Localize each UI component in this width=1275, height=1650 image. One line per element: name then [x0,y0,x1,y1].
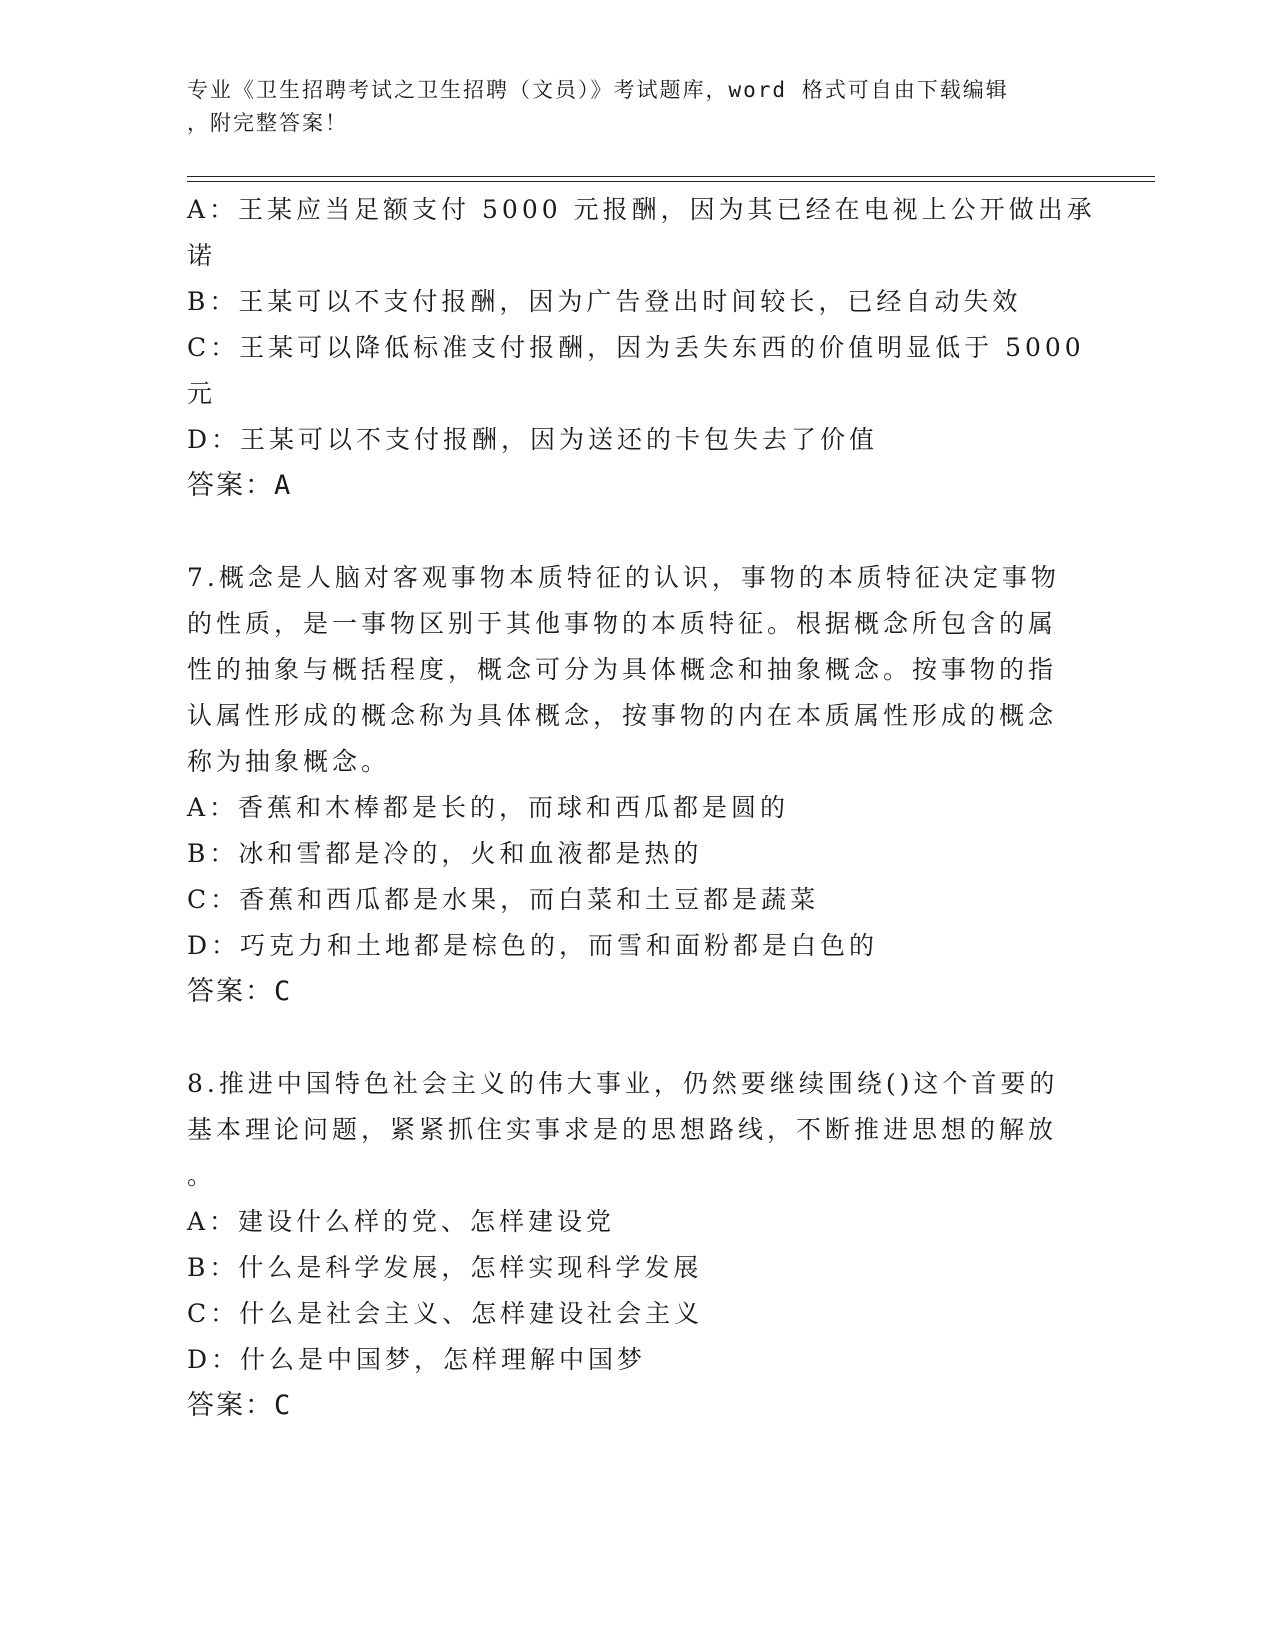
question-8 [187,1061,1067,1429]
q7-stem-line: 称为抽象概念。 [187,747,391,776]
header-line-2: ，附完整答案！ [187,111,348,135]
q7-stem-line: 性的抽象与概括程度，概念可分为具体概念和抽象概念。按事物的指 [187,655,1058,684]
q6-option-d: D：王某可以不支付报酬，因为送还的卡包失去了价值 [187,425,879,454]
spacer [187,509,1067,555]
q7-stem-line: 7.概念是人脑对客观事物本质特征的认识，事物的本质特征决定事物 [187,563,1060,592]
q6-option-c-cont: 元 [187,379,217,408]
header-line-1: 专业《卫生招聘考试之卫生招聘（文员）》考试题库，word 格式可自由下载编辑 [187,78,1009,102]
question-content [187,187,1096,1429]
q7-option-c: C：香蕉和西瓜都是水果，而白菜和土豆都是蔬菜 [187,885,820,914]
q6-option-a-cont: 诺 [187,241,217,270]
q8-answer: 答案：C [187,1390,293,1421]
q7-option-d: D：巧克力和土地都是棕色的，而雪和面粉都是白色的 [187,931,879,960]
q6-option-c: C：王某可以降低标准支付报酬，因为丢失东西的价值明显低于 5000 [187,333,1085,362]
question-7 [187,555,1067,1015]
q7-option-b: B：冰和雪都是冷的，火和血液都是热的 [187,839,703,868]
q7-stem-line: 认属性形成的概念称为具体概念，按事物的内在本质属性形成的概念 [187,701,1058,730]
q8-option-c: C：什么是社会主义、怎样建设社会主义 [187,1299,704,1328]
q6-answer: 答案：A [187,470,293,501]
q6-option-b: B：王某可以不支付报酬，因为广告登出时间较长，已经自动失效 [187,287,1022,316]
q8-option-a: A：建设什么样的党、怎样建设党 [187,1207,616,1236]
q8-stem-line: 基本理论问题，紧紧抓住实事求是的思想路线，不断推进思想的解放 [187,1115,1058,1144]
q8-option-d: D：什么是中国梦，怎样理解中国梦 [187,1345,647,1374]
q6-option-a: A：王某应当足额支付 5000 元报酬，因为其已经在电视上公开做出承 [187,195,1096,224]
q7-answer: 答案：C [187,976,293,1007]
q8-stem-line: 8.推进中国特色社会主义的伟大事业，仍然要继续围绕()这个首要的 [187,1069,1059,1098]
q8-option-b: B：什么是科学发展，怎样实现科学发展 [187,1253,703,1282]
q7-stem-line: 的性质，是一事物区别于其他事物的本质特征。根据概念所包含的属 [187,609,1058,638]
header-divider [187,176,1155,182]
spacer [187,1015,1067,1061]
document-header [187,74,1067,140]
question-6-options [187,187,1096,509]
q8-stem-line: 。 [187,1161,217,1190]
q7-option-a: A：香蕉和木棒都是长的，而球和西瓜都是圆的 [187,793,790,822]
